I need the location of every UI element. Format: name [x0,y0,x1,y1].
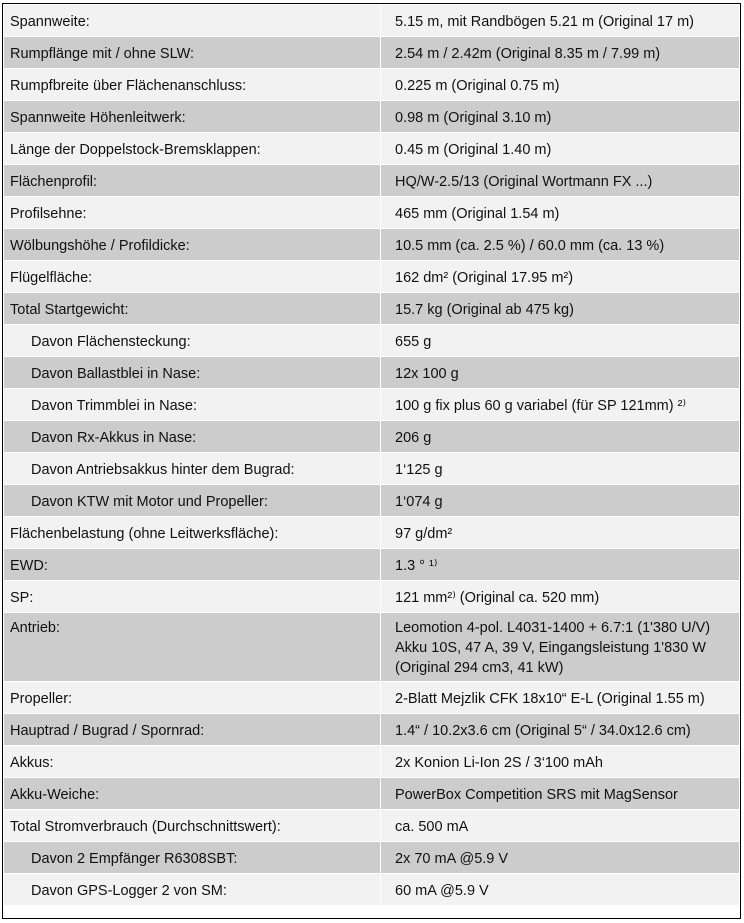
spec-value: 2.54 m / 2.42m (Original 8.35 m / 7.99 m) [381,37,740,69]
spec-label: Profilsehne: [4,197,381,229]
spec-value: 655 g [381,325,740,357]
spec-value: ca. 500 mA [381,810,740,842]
spec-value: 1.3 ° ¹⁾ [381,549,740,581]
spec-row [4,485,740,517]
spec-label: Flügelfläche: [4,261,381,293]
spec-value: HQ/W-2.5/13 (Original Wortmann FX ...) [381,165,740,197]
spec-value: 15.7 kg (Original ab 475 kg) [381,293,740,325]
spec-value-line: Akku 10S, 47 A, 39 V, Eingangsleistung 1'830 W [395,640,706,656]
spec-row [4,37,740,69]
spec-value: 2x 70 mA @5.9 V [381,842,740,874]
spec-row [4,421,740,453]
spec-value: 2-Blatt Mejzlik CFK 18x10“ E-L (Original 1.55 m) [381,682,740,714]
spec-label: Flächenprofil: [4,165,381,197]
spec-label: Davon Antriebsakkus hinter dem Bugrad: [4,453,381,485]
spec-value: 1.4“ / 10.2x3.6 cm (Original 5“ / 34.0x12.6 cm) [381,714,740,746]
spec-value: 5.15 m, mit Randbögen 5.21 m (Original 17 m) [381,5,740,37]
spec-value: 121 mm²⁾ (Original ca. 520 mm) [381,581,740,613]
spec-row [4,325,740,357]
spec-value [381,613,740,682]
spec-value: 1‘125 g [381,453,740,485]
spec-row [4,165,740,197]
spec-label: Davon GPS-Logger 2 von SM: [4,874,381,906]
spec-label: Flächenbelastung (ohne Leitwerksfläche): [4,517,381,549]
spec-row [4,778,740,810]
spec-value: 465 mm (Original 1.54 m) [381,197,740,229]
spec-label: Akkus: [4,746,381,778]
spec-value: PowerBox Competition SRS mit MagSensor [381,778,740,810]
spec-value-line: Leomotion 4-pol. L4031-1400 + 6.7:1 (1'380 U/V) [395,620,711,636]
spec-label: Antrieb: [4,613,381,682]
spec-table [3,4,740,906]
spec-label: Hauptrad / Bugrad / Spornrad: [4,714,381,746]
spec-label: SP: [4,581,381,613]
spec-value: 97 g/dm² [381,517,740,549]
spec-row [4,133,740,165]
spec-row [4,581,740,613]
spec-value: 2x Konion Li-Ion 2S / 3‘100 mAh [381,746,740,778]
spec-value: 60 mA @5.9 V [381,874,740,906]
spec-row [4,714,740,746]
spec-label: Total Stromverbrauch (Durchschnittswert): [4,810,381,842]
spec-row [4,682,740,714]
spec-row [4,549,740,581]
spec-row [4,293,740,325]
spec-row [4,197,740,229]
spec-label: Davon Flächensteckung: [4,325,381,357]
spec-value: 100 g fix plus 60 g variabel (für SP 121mm) ²⁾ [381,389,740,421]
spec-row [4,101,740,133]
spec-value: 0.98 m (Original 3.10 m) [381,101,740,133]
spec-label: Davon 2 Empfänger R6308SBT: [4,842,381,874]
spec-row [4,5,740,37]
spec-row [4,613,740,682]
spec-label: Propeller: [4,682,381,714]
spec-label: Rumpfbreite über Flächenanschluss: [4,69,381,101]
spec-label: Spannweite: [4,5,381,37]
spec-row [4,357,740,389]
spec-value: 10.5 mm (ca. 2.5 %) / 60.0 mm (ca. 13 %) [381,229,740,261]
spec-label: Davon Rx-Akkus in Nase: [4,421,381,453]
spec-value: 0.225 m (Original 0.75 m) [381,69,740,101]
spec-row [4,229,740,261]
spec-row [4,746,740,778]
spec-row [4,874,740,906]
spec-label: Akku-Weiche: [4,778,381,810]
spec-row [4,517,740,549]
spec-label: Davon Trimmblei in Nase: [4,389,381,421]
spec-label: Davon KTW mit Motor und Propeller: [4,485,381,517]
spec-label: EWD: [4,549,381,581]
spec-label: Wölbungshöhe / Profildicke: [4,229,381,261]
spec-value: 12x 100 g [381,357,740,389]
spec-value-line: (Original 294 cm3, 41 kW) [395,660,564,676]
spec-table-body [4,5,740,906]
spec-row [4,389,740,421]
spec-value: 1‘074 g [381,485,740,517]
spec-row [4,810,740,842]
spec-value: 162 dm² (Original 17.95 m²) [381,261,740,293]
spec-label: Total Startgewicht: [4,293,381,325]
spec-label: Länge der Doppelstock-Bremsklappen: [4,133,381,165]
spec-value: 206 g [381,421,740,453]
spec-label: Rumpflänge mit / ohne SLW: [4,37,381,69]
spec-row [4,453,740,485]
spec-row [4,69,740,101]
spec-value: 0.45 m (Original 1.40 m) [381,133,740,165]
spec-label: Spannweite Höhenleitwerk: [4,101,381,133]
spec-row [4,261,740,293]
spec-row [4,842,740,874]
spec-label: Davon Ballastblei in Nase: [4,357,381,389]
